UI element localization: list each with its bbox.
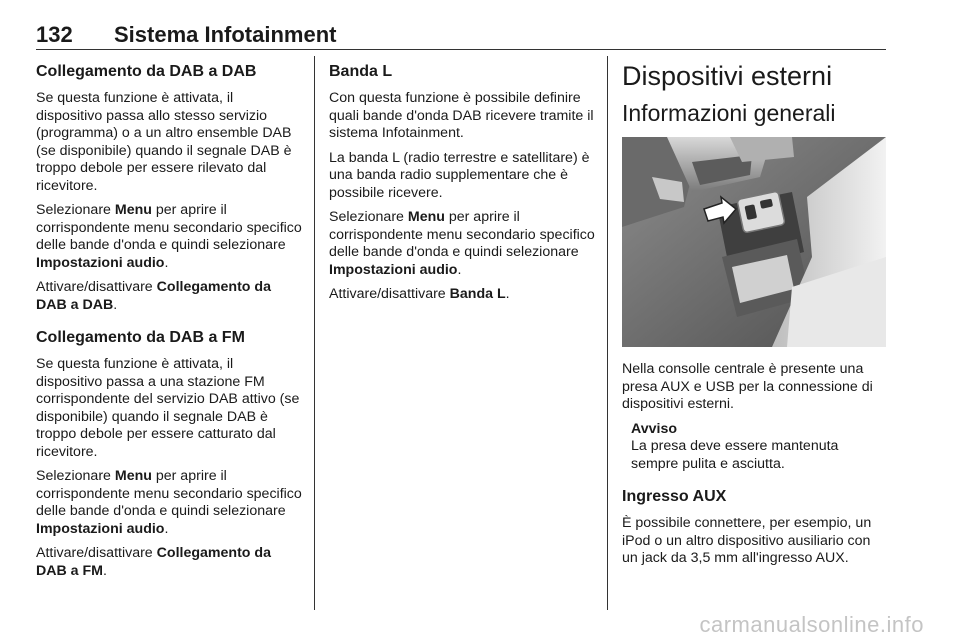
note-text: La presa deve essere mantenuta sempre pulita e asciutta. [631, 438, 839, 472]
paragraph: Attivare/disattivare Banda L. [329, 286, 510, 302]
column-2 [329, 62, 595, 311]
paragraph: Attivare/disattivare Collegamento da DAB a DAB. [36, 279, 271, 313]
section-title: Sistema Infotainment [114, 22, 337, 47]
section-heading: Informazioni generali [622, 100, 836, 126]
paragraph: Se questa funzione è attivata, il dispositivo passa allo stesso servizio (programma) o a un altro ensemble DAB (se disponibile) quando il segnale DAB è troppo debole per essere rilevato dal ricevitore. [36, 90, 292, 194]
option-keyword: Collegamento da DAB a FM [36, 545, 271, 579]
paragraph: Selezionare Menu per aprire il corrispondente menu secondario specifico delle bande d'onda e quindi selezionare Impostazioni audio. [36, 468, 302, 537]
audio-settings-keyword: Impostazioni audio [36, 520, 165, 537]
paragraph: Con questa funzione è possibile definire quali bande d'onda DAB ricevere tramite il sistema Infotainment. [329, 90, 594, 141]
paragraph: Nella consolle centrale è presente una presa AUX e USB per la connessione di dispositivi esterni. [622, 361, 873, 412]
menu-keyword: Menu [114, 202, 152, 218]
center-console-photo [622, 137, 886, 347]
column-divider-1 [314, 56, 315, 610]
menu-keyword: Menu [407, 209, 445, 225]
heading-banda-l: Banda L [329, 63, 393, 80]
column-1 [36, 62, 302, 587]
paragraph: Attivare/disattivare Collegamento da DAB a FM. [36, 545, 271, 579]
paragraph: La banda L (radio terrestre e satellitare) è una banda radio supplementare che è possibile ricevere. [329, 149, 590, 201]
note-title: Avviso [631, 420, 677, 437]
paragraph: Selezionare Menu per aprire il corrispondente menu secondario specifico delle bande d'onda e quindi selezionare Impostazioni audio. [329, 209, 595, 278]
column-divider-2 [607, 56, 608, 610]
chapter-title: Dispositivi esterni [622, 61, 833, 91]
heading-dab-fm: Collegamento da DAB a FM [36, 329, 245, 346]
header-rule [36, 49, 886, 50]
audio-settings-keyword: Impostazioni audio [329, 261, 458, 278]
watermark: carmanualsonline.info [699, 612, 924, 637]
page-number: 132 [36, 22, 73, 47]
paragraph: È possibile connettere, per esempio, un iPod o un altro dispositivo ausiliario con un jack da 3,5 mm all'ingresso AUX. [622, 515, 872, 566]
audio-settings-keyword: Impostazioni audio [36, 254, 165, 271]
option-keyword: Collegamento da DAB a DAB [36, 279, 271, 313]
column-3 [622, 62, 886, 575]
heading-aux-input: Ingresso AUX [622, 488, 727, 505]
paragraph: Se questa funzione è attivata, il dispositivo passa a una stazione FM corrispondente del servizio DAB attivo (se disponibile) quando il segnale DAB è troppo debole per essere catturato dal ricevitore. [36, 356, 300, 460]
note-box [631, 421, 886, 474]
paragraph: Selezionare Menu per aprire il corrispondente menu secondario specifico delle bande d'onda e quindi selezionare Impostazioni audio. [36, 202, 302, 271]
option-keyword: Banda L [449, 286, 506, 302]
heading-dab-dab: Collegamento da DAB a DAB [36, 63, 257, 80]
menu-keyword: Menu [114, 468, 152, 484]
